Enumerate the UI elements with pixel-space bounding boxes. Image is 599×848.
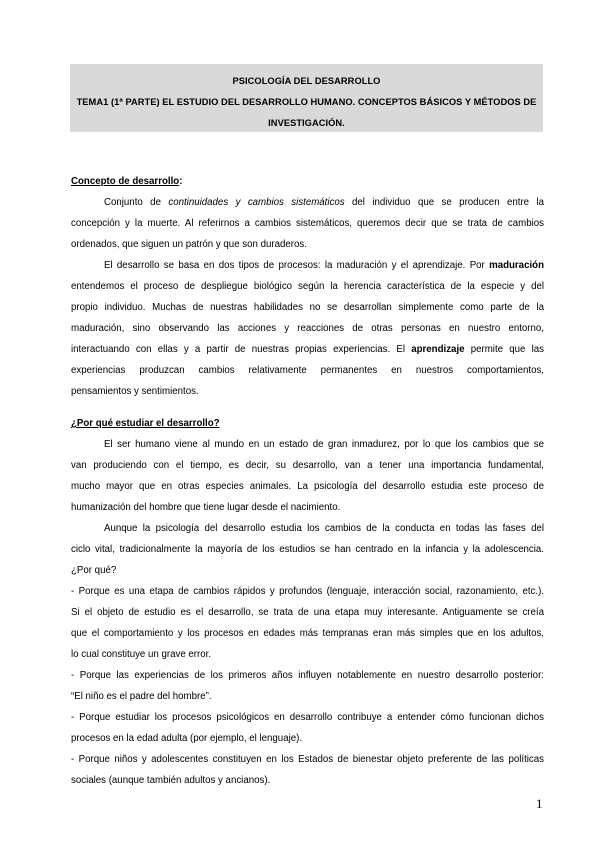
page-number: 1 [536,796,543,811]
section-concepto [71,171,544,402]
list-item-line: - Porque niños y adolescentes constituyen en los Estados de bienestar objeto preferente de las políticas [71,754,544,765]
paragraph-line: van produciendo con el tiempo, es decir, su desarrollo, van a tener una importancia fundamental, [71,460,544,471]
list-item-line: - Porque es una etapa de cambios rápidos y profundos (lenguaje, interacción social, razonamiento, etc.). [71,586,544,597]
list-item-line: Si el objeto de estudio es el desarrollo, se trata de una etapa muy interesante. Antiguamente se creía [71,607,544,618]
paragraph-line: experiencias produzcan cambios relativamente permanentes en nuestros comportamientos, [71,365,544,376]
paragraph-line: mucho mayor que en otras especies animales. La psicología del desarrollo estudia este proceso de [71,481,544,492]
paragraph-line: ¿Por qué? [71,565,117,576]
paragraph-line: El desarrollo se basa en dos tipos de procesos: la maduración y el aprendizaje. Por maduración [104,260,544,271]
paragraph-line: Conjunto de continuidades y cambios sistemáticos del individuo que se producen entre la [104,197,545,208]
list-item-line: procesos en la edad adulta (por ejemplo, el lenguaje). [71,733,303,744]
list-item-line: que el comportamiento y los procesos en edades más tempranas eran más simples que en los adultos, [71,628,544,639]
list-item-line: “El niño es el padre del hombre”. [71,691,212,702]
paragraph-line: maduración, sino observando las acciones y reacciones de otras personas en nuestro entorno, [71,323,544,334]
paragraph-line: Aunque la psicología del desarrollo estudia los cambios de la conducta en todas las fases del [104,523,544,534]
paragraph-line: pensamientos y sentimientos. [71,386,199,397]
list-item-line: sociales (aunque también adultos y ancianos). [71,775,271,786]
paragraph-line: ciclo vital, tradicionalmente la mayoría de los estudios se han centrado en la infancia y la adolescencia. [71,544,544,555]
list-item-line: - Porque estudiar los procesos psicológicos en desarrollo contribuye a entender cómo funcionan dichos [71,712,544,723]
document-title: PSICOLOGÍA DEL DESARROLLO [232,76,381,86]
paragraph-line: interactuando con ellas y a partir de nuestras propias experiencias. El aprendizaje permite que las [71,344,544,355]
paragraph-line: entendemos el proceso de despliegue biológico según la herencia característica de la especie y del [71,281,544,292]
section-heading-concepto: Concepto de desarrollo: [71,176,183,187]
paragraph-line: propio individuo. Muchas de nuestras habilidades no se desarrollan simplemente como parte de la [71,302,544,313]
document-subtitle-line-2: INVESTIGACIÓN. [268,118,345,128]
paragraph-line: concepción y la muerte. Al referirnos a cambios sistemáticos, queremos decir que se trata de cambios [71,218,544,229]
section-por-que [71,413,544,791]
document-subtitle-line-1: TEMA1 (1ª PARTE) EL ESTUDIO DEL DESARROLLO HUMANO. CONCEPTOS BÁSICOS Y MÉTODOS DE [76,97,537,107]
paragraph-line: ordenados, que siguen un patrón y que son duraderos. [71,239,307,250]
list-item-line: - Porque las experiencias de los primeros años influyen notablemente en nuestro desarrollo posterior: [71,670,544,681]
paragraph-line: humanización del hombre que tiene lugar desde el nacimiento. [71,502,341,513]
title-header-box [70,64,543,132]
section-heading-por-que: ¿Por qué estudiar el desarrollo? [71,418,220,429]
list-item-line: lo cual constituye un grave error. [71,649,212,660]
paragraph-line: El ser humano viene al mundo en un estado de gran inmadurez, por lo que los cambios que se [104,439,544,450]
